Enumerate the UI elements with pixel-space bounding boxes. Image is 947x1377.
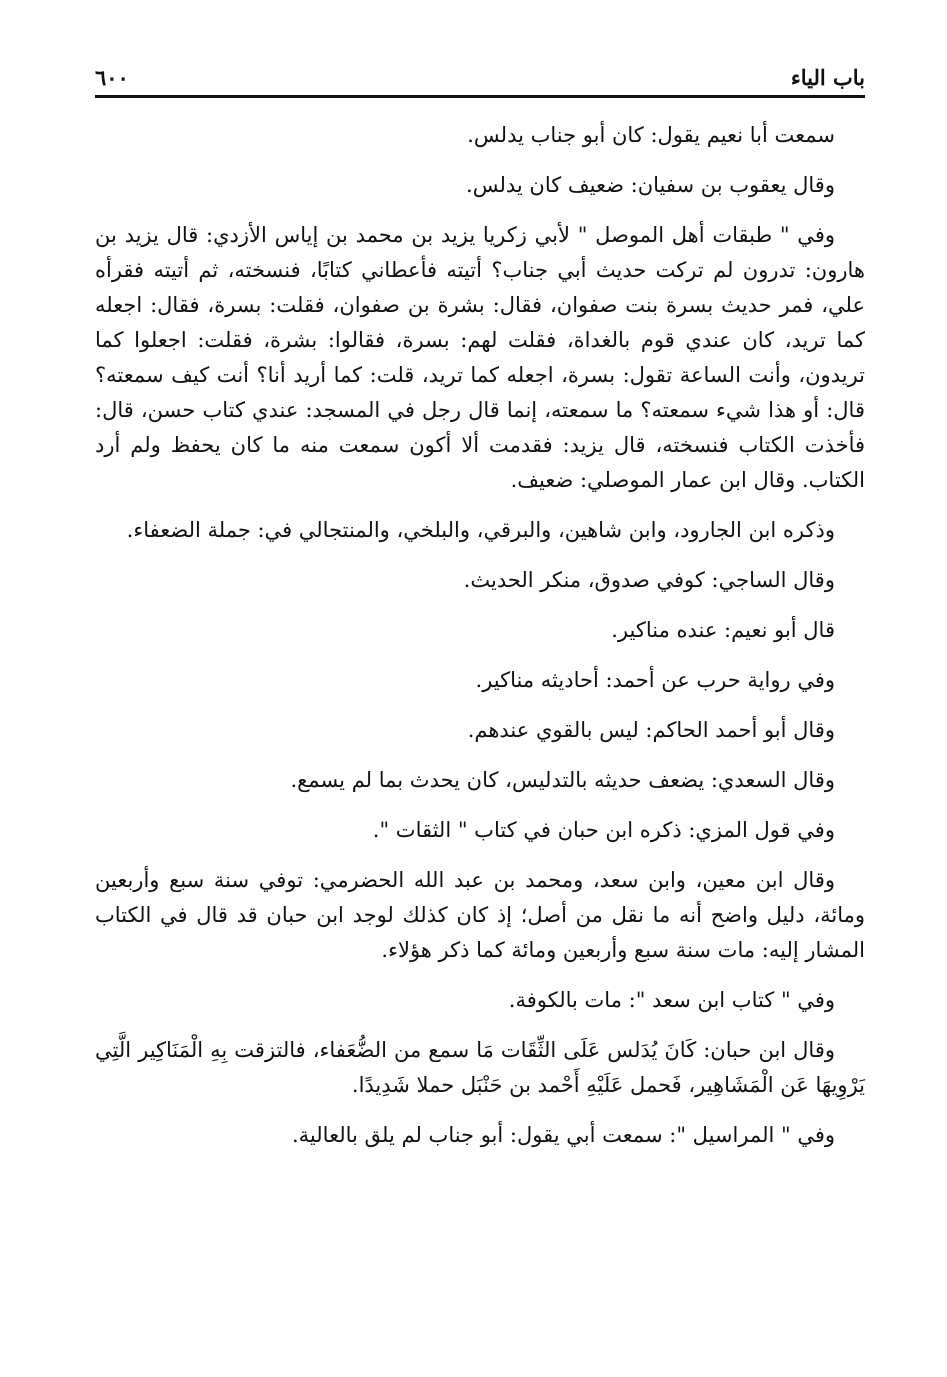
header-rule [95,95,865,98]
paragraph: وفي قول المزي: ذكره ابن حبان في كتاب " الثقات ". [372,818,835,842]
paragraph: وقال ابن معين، وابن سعد، ومحمد بن عبد الله الحضرمي: توفي سنة سبع وأربعين ومائة، دليل واضح أنه ما نقل من أصل؛ إذ كان كذلك لوجد ابن حبان قد قال في الكتاب المشار إليه: مات سنة سبع وأربعين ومائة كما ذكر هؤلاء. [95,868,865,962]
page-body [95,118,865,1153]
book-page [95,55,865,1147]
paragraph: وقال ابن حبان: كَانَ يُدَلس عَلَى الثِّقَات مَا سمع من الضُّعَفاء، فالتزقت بِهِ الْمَنَاكِير الَّتِي يَرْوِيهَا عَن الْمَشَاهِير، فَحمل عَلَيْهِ أَحْمد بن حَنْبَل حملا شَدِيدًا. [95,1038,865,1097]
paragraph: وقال يعقوب بن سفيان: ضعيف كان يدلس. [466,173,835,197]
paragraph: وقال الساجي: كوفي صدوق، منكر الحديث. [463,568,835,592]
page-number: ٦٠٠ [95,65,129,90]
paragraph: وقال السعدي: يضعف حديثه بالتدليس، كان يحدث بما لم يسمع. [290,768,835,792]
paragraph: وفي " المراسيل ": سمعت أبي يقول: أبو جناب لم يلق بالعالية. [292,1123,835,1147]
paragraph: وفي رواية حرب عن أحمد: أحاديثه مناكير. [475,668,835,692]
chapter-title: باب الياء [790,65,865,90]
paragraph: وقال أبو أحمد الحاكم: ليس بالقوي عندهم. [467,718,835,742]
paragraph: سمعت أبا نعيم يقول: كان أبو جناب يدلس. [467,123,835,147]
paragraph: قال أبو نعيم: عنده مناكير. [611,618,835,642]
paragraph: وذكره ابن الجارود، وابن شاهين، والبرقي، والبلخي، والمنتجالي في: جملة الضعفاء. [126,518,835,542]
running-header [95,55,865,95]
paragraph: وفي " كتاب ابن سعد ": مات بالكوفة. [508,988,835,1012]
paragraph: وفي " طبقات أهل الموصل " لأبي زكريا يزيد بن محمد بن إياس الأزدي: قال يزيد بن هارون: تدرون لم تركت حديث أبي جناب؟ أتيته فأعطاني كتابًا، فنسخته، ثم أتيته فقرأه علي، فمر حديث بسرة بنت صفوان، فقال: بشرة بن صفوان، فقلت: بسرة، فقال: اجعله كما تريد، كان عندي قوم بالغداة، فقلت لهم: بسرة، فقالوا: بشرة، فقلت: اجعلوا كما تريدون، وأنت الساعة تقول: بسرة، اجعله كما تريد، قلت: كما أريد أنا؟ أنت كيف سمعته؟ قال: أو هذا شيء سمعته؟ ما سمعته، إنما قال رجل في المسجد: عندي كتاب حسن، قال: فأخذت الكتاب فنسخته، قال يزيد: فقدمت ألا أكون سمعت منه ما كان يحفظ ولم أرد الكتاب. وقال ابن عمار الموصلي: ضعيف. [95,223,865,492]
